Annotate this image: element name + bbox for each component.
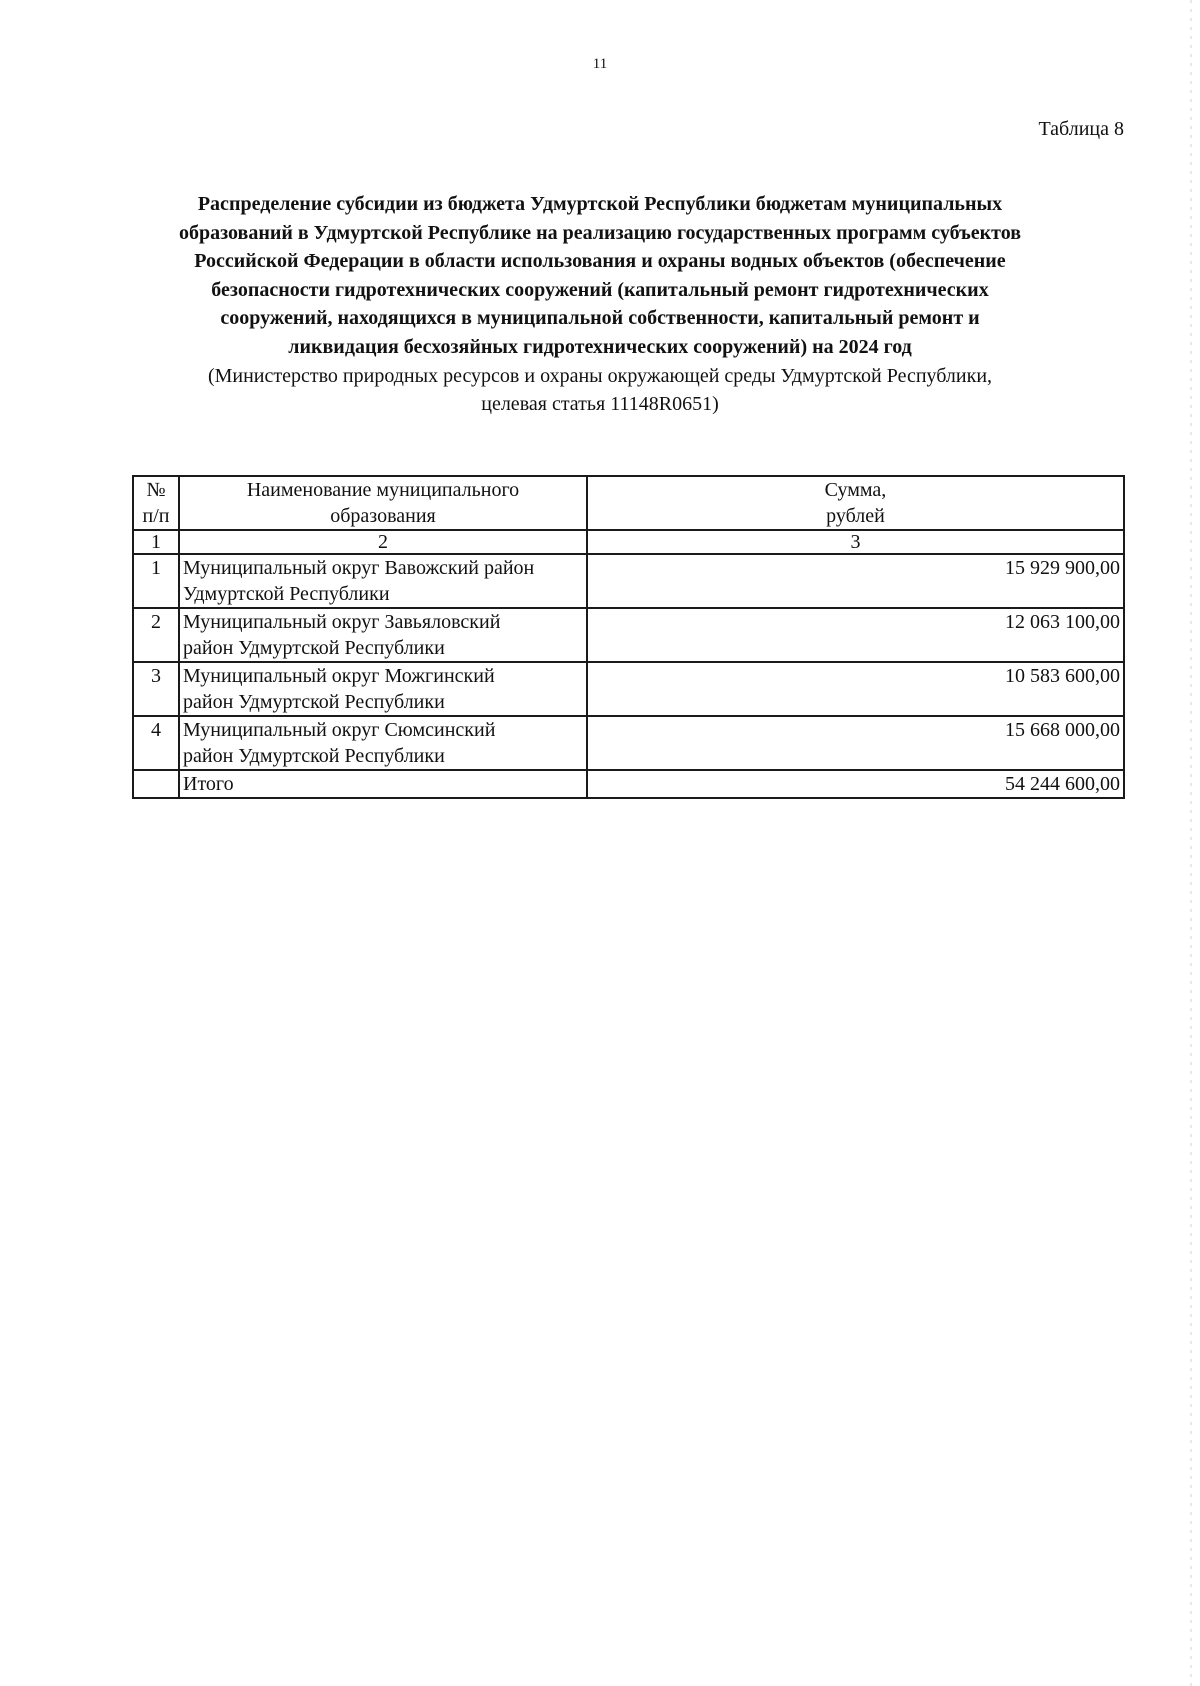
row-number: 3 [133,662,179,716]
table-header-row [133,476,1124,530]
total-number [133,770,179,798]
title-line: образований в Удмуртской Республике на реализацию государственных программ субъектов [178,221,1022,244]
municipality-name-line: район Удмуртской Республики [183,745,445,767]
row-number: 4 [133,716,179,770]
row-number: 1 [133,554,179,608]
title-line: Российской Федерации в области использования и охраны водных объектов (обеспечение [194,250,1006,273]
subsidy-amount: 10 583 600,00 [587,662,1124,716]
header-sum-line: рублей [826,505,885,527]
header-name-line: Наименование муниципального [246,479,520,501]
municipality-name-line: Муниципальный округ Сюмсинский [183,719,496,741]
scan-edge-artifact [1190,0,1192,1686]
subsidy-amount: 15 668 000,00 [587,716,1124,770]
table-row [133,716,1124,770]
header-name [179,476,587,530]
subsidy-amount: 12 063 100,00 [587,608,1124,662]
title-line: ликвидация бесхозяйных гидротехнических сооружений) на 2024 год [288,335,912,358]
municipality-name [179,608,587,662]
row-number: 2 [133,608,179,662]
subsidy-table [132,475,1125,799]
municipality-name-line: Муниципальный округ Завьяловский [183,611,501,633]
column-index: 3 [587,530,1124,554]
column-index-row [133,530,1124,554]
municipality-name [179,554,587,608]
header-number [133,476,179,530]
table-row [133,554,1124,608]
total-row [133,770,1124,798]
total-amount: 54 244 600,00 [587,770,1124,798]
page-number: 11 [592,56,608,72]
title-block [120,190,1080,419]
header-sum [587,476,1124,530]
title-line: Распределение субсидии из бюджета Удмуртской Республики бюджетам муниципальных [197,193,1003,215]
subsidy-amount: 15 929 900,00 [587,554,1124,608]
header-number-line: п/п [142,505,170,527]
document-subtitle [120,362,1080,419]
column-index: 1 [133,530,179,554]
title-line: безопасности гидротехнических сооружений (капитальный ремонт гидротехнических [211,278,989,301]
total-label: Итого [179,770,587,798]
municipality-name-line: Муниципальный округ Вавожский район [183,557,535,579]
header-number-line: № [146,479,166,501]
title-line: сооружений, находящихся в муниципальной собственности, капитальный ремонт и [220,307,980,330]
municipality-name-line: Муниципальный округ Можгинский [183,665,495,687]
column-index: 2 [179,530,587,554]
document-title [120,190,1080,362]
header-name-line: образования [330,505,436,527]
table-row [133,608,1124,662]
table-caption: Таблица 8 [1038,118,1124,140]
subtitle-line: целевая статья 11148R0651) [481,393,719,416]
municipality-name-line: Удмуртской Республики [183,583,390,605]
municipality-name [179,662,587,716]
municipality-name [179,716,587,770]
header-sum-line: Сумма, [824,479,887,501]
table-row [133,662,1124,716]
municipality-name-line: район Удмуртской Республики [183,691,445,713]
municipality-name-line: район Удмуртской Республики [183,637,445,659]
subtitle-line: (Министерство природных ресурсов и охраны окружающей среды Удмуртской Республики, [207,364,993,387]
